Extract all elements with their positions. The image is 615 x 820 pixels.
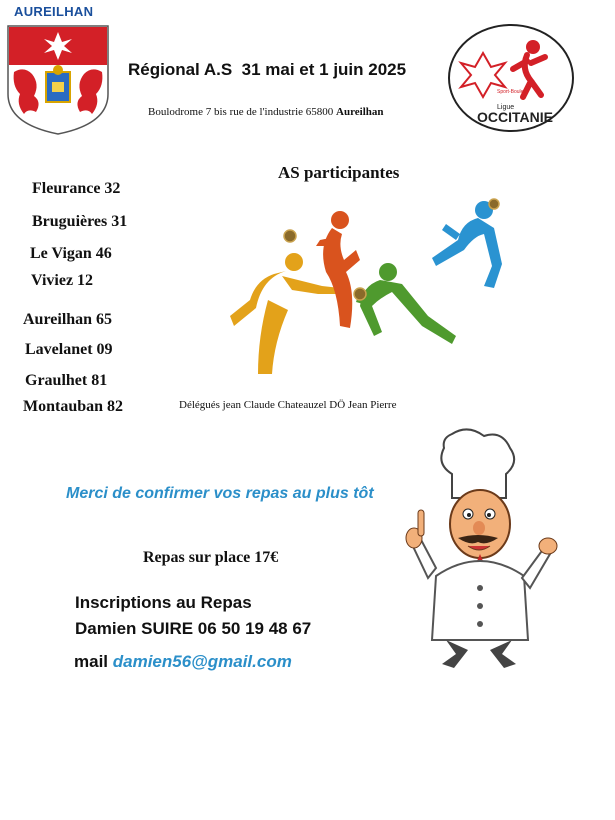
aureilhan-crest bbox=[6, 24, 110, 136]
ligue-occitanie-logo bbox=[447, 23, 575, 133]
ligue-name: OCCITANIE bbox=[477, 109, 553, 125]
venue-town: Aureilhan bbox=[336, 106, 384, 118]
club-item: Graulhet 81 bbox=[25, 372, 108, 389]
boule-icon bbox=[354, 288, 366, 300]
orange-player-figure bbox=[316, 211, 360, 328]
mail-line bbox=[74, 652, 292, 672]
club-item: Lavelanet 09 bbox=[25, 341, 113, 358]
ligue-label: Ligue bbox=[497, 104, 515, 111]
blue-player-figure bbox=[432, 201, 502, 288]
mail-link[interactable]: damien56@gmail.com bbox=[112, 652, 292, 671]
club-item: Aureilhan 65 bbox=[23, 311, 113, 328]
club-item: Montauban 82 bbox=[23, 398, 124, 415]
participants-title: AS participantes bbox=[278, 163, 400, 182]
club-item: Le Vigan 46 bbox=[30, 245, 112, 262]
confirm-meal-notice: Merci de confirmer vos repas au plus tôt bbox=[66, 485, 374, 502]
meal-inscriptions: Inscriptions au Repas bbox=[75, 593, 252, 612]
ligue-logo-emblem bbox=[447, 23, 575, 133]
club-item: Bruguières 31 bbox=[32, 213, 128, 230]
boule-icon bbox=[284, 230, 296, 242]
meal-contact: Damien SUIRE 06 50 19 48 67 bbox=[75, 619, 312, 638]
petanque-players-illustration bbox=[222, 176, 512, 382]
delegues-text: Délégués jean Claude Chateauzel DÖ Jean Pierre bbox=[179, 399, 397, 411]
town-name: AUREILHAN bbox=[14, 4, 94, 19]
venue-address bbox=[148, 106, 384, 118]
green-player-figure bbox=[356, 263, 456, 344]
boule-icon bbox=[489, 199, 499, 209]
sport-label: Sport-Boules bbox=[497, 89, 526, 95]
event-title: Régional A.S 31 mai et 1 juin 2025 bbox=[128, 60, 407, 79]
club-item: Viviez 12 bbox=[31, 272, 94, 289]
yellow-player-figure bbox=[230, 253, 340, 374]
venue-street: Boulodrome 7 bis rue de l'industrie 65800 bbox=[148, 106, 337, 118]
chef-illustration bbox=[394, 428, 560, 670]
meal-price: Repas sur place 17€ bbox=[143, 549, 279, 566]
club-item: Fleurance 32 bbox=[32, 180, 121, 197]
mail-label: mail bbox=[74, 652, 113, 671]
